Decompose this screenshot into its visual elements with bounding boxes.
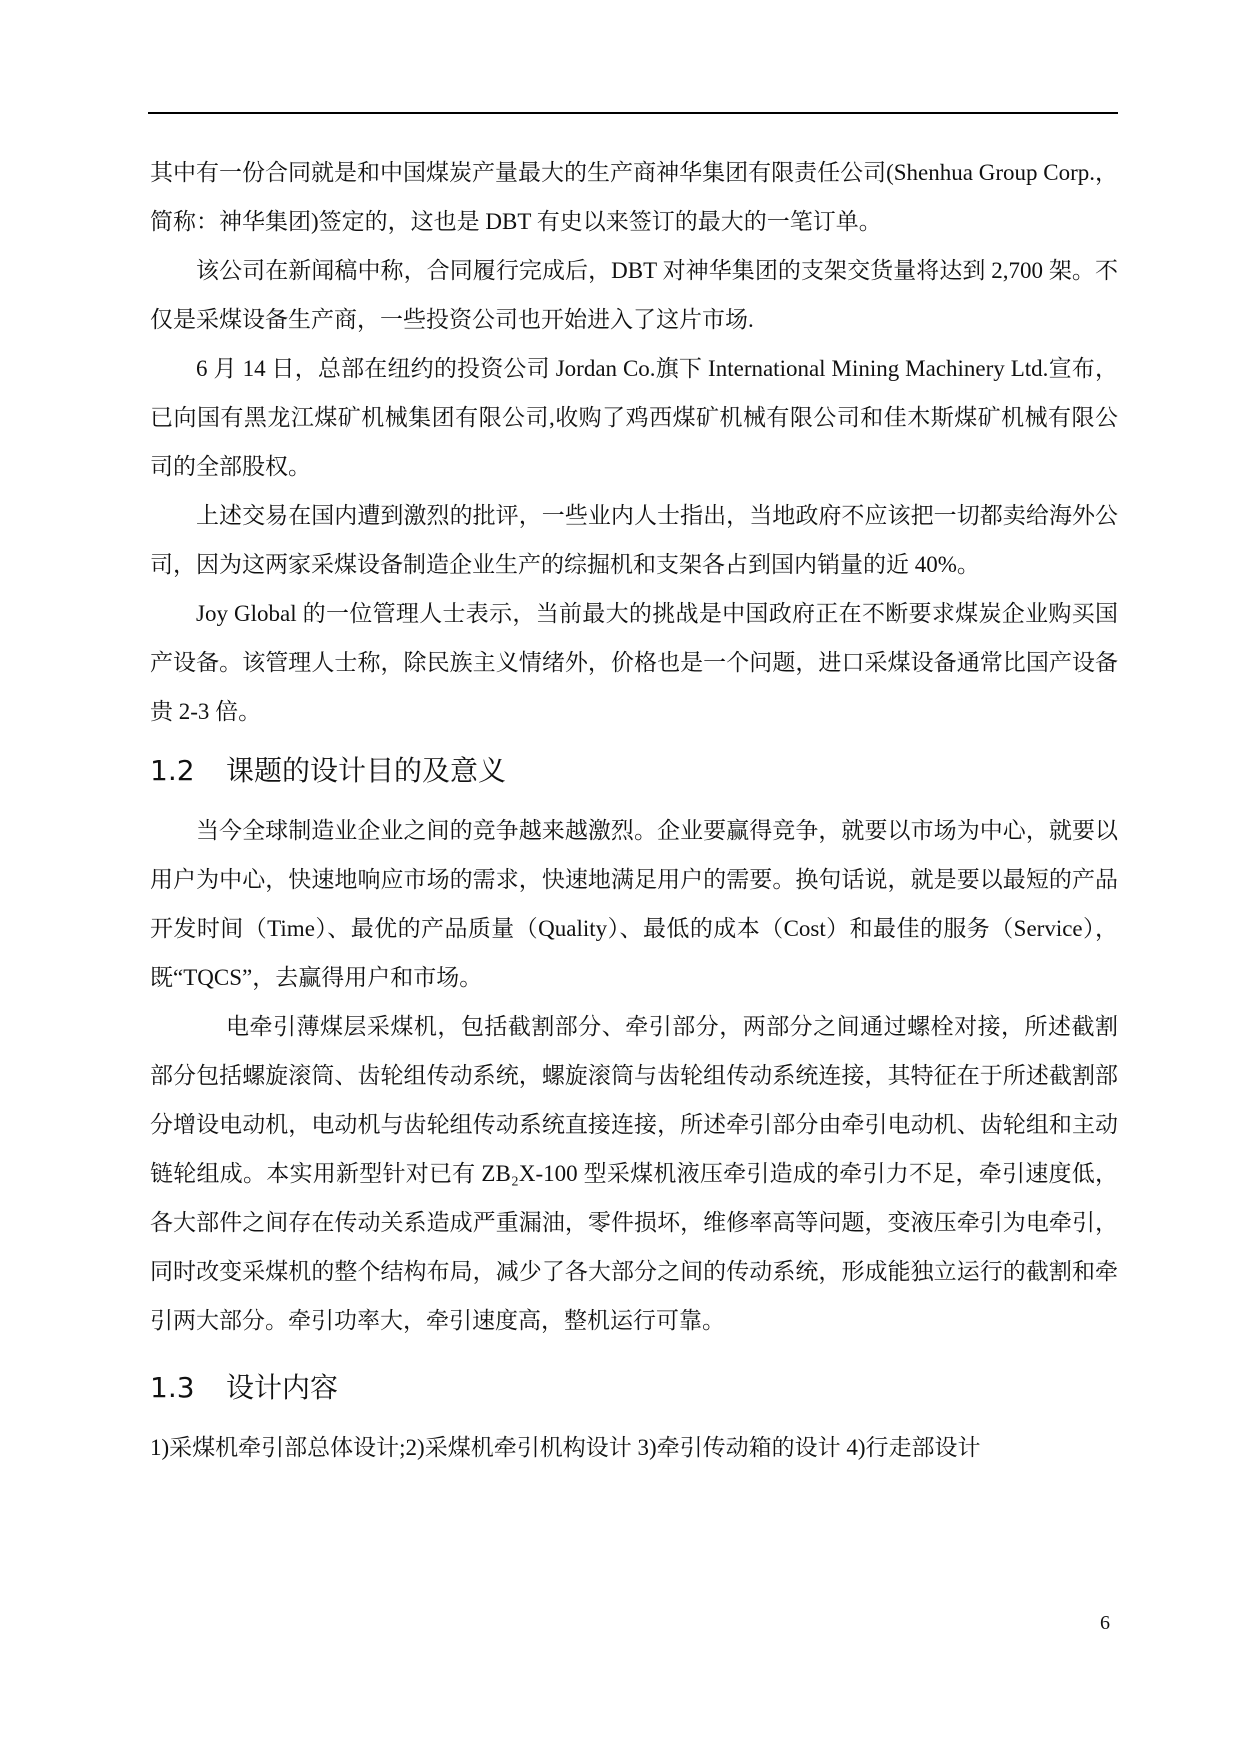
- paragraph-shenhua-contract: 其中有一份合同就是和中国煤炭产量最大的生产商神华集团有限责任公司(Shenhua Group Corp.，简称：神华集团)签定的，这也是 DBT 有史以来签订的最大的一笔订单。: [150, 160, 1118, 234]
- body-text: [150, 148, 1118, 1472]
- section-title: 课题的设计目的及意义: [226, 754, 507, 787]
- paragraph-criticism: 上述交易在国内遭到激烈的批评，一些业内人士指出，当地政府不应该把一切都卖给海外公司，因为这两家采煤设备制造企业生产的综掘机和支架各占到国内销量的近 40%。: [150, 503, 1118, 577]
- section-number: 1.2: [150, 754, 195, 787]
- paragraph-jordan-acquisition: 6 月 14 日，总部在纽约的投资公司 Jordan Co.旗下 International Mining Machinery Ltd.宣布，已向国有黑龙江煤矿机械集团有限公司,收购了鸡西煤矿机械有限公司和佳木斯煤矿机械有限公司的全部股权。: [150, 356, 1118, 479]
- paragraph-dbt-delivery: 该公司在新闻稿中称，合同履行完成后，DBT 对神华集团的支架交货量将达到 2,700 架。不仅是采煤设备生产商，一些投资公司也开始进入了这片市场.: [150, 258, 1118, 332]
- paragraph-tqcs: 当今全球制造业企业之间的竞争越来越激烈。企业要赢得竞争，就要以市场为中心，就要以用户为中心，快速地响应市场的需求，快速地满足用户的需要。换句话说，就是要以最短的产品开发时间（Time）、最优的产品质量（Quality）、最低的成本（Cost）和最佳的服务（Service），既“TQCS”，去赢得用户和市场。: [150, 818, 1118, 990]
- section-title: 设计内容: [226, 1371, 339, 1404]
- paragraph-joy-global: Joy Global 的一位管理人士表示，当前最大的挑战是中国政府正在不断要求煤炭企业购买国产设备。该管理人士称，除民族主义情绪外，价格也是一个问题，进口采煤设备通常比国产设备贵 2-3 倍。: [150, 601, 1118, 724]
- section-heading-1-3: [150, 1353, 1118, 1423]
- header-rule: [148, 112, 1118, 114]
- section-heading-1-2: [150, 736, 1118, 806]
- page-number: 6: [1100, 1612, 1110, 1634]
- section-number: 1.3: [150, 1371, 195, 1404]
- paragraph-shearer-description: 电牵引薄煤层采煤机，包括截割部分、牵引部分，两部分之间通过螺栓对接，所述截割部分包括螺旋滚筒、齿轮组传动系统，螺旋滚筒与齿轮组传动系统连接，其特征在于所述截割部分增设电动机，电动机与齿轮组传动系统直接连接，所述牵引部分由牵引电动机、齿轮组和主动链轮组成。本实用新型针对已有 ZB₂X-100 型采煤机液压牵引造成的牵引力不足，牵引速度低，各大部件之间存在传动关系造成严重漏油，零件损坏，维修率高等问题，变液压牵引为电牵引，同时改变采煤机的整个结构布局，减少了各大部分之间的传动系统，形成能独立运行的截割和牵引两大部分。牵引功率大，牵引速度高，整机运行可靠。: [150, 1014, 1118, 1333]
- paragraph-design-content: 1)采煤机牵引部总体设计;2)采煤机牵引机构设计 3)牵引传动箱的设计 4)行走部设计: [150, 1435, 981, 1460]
